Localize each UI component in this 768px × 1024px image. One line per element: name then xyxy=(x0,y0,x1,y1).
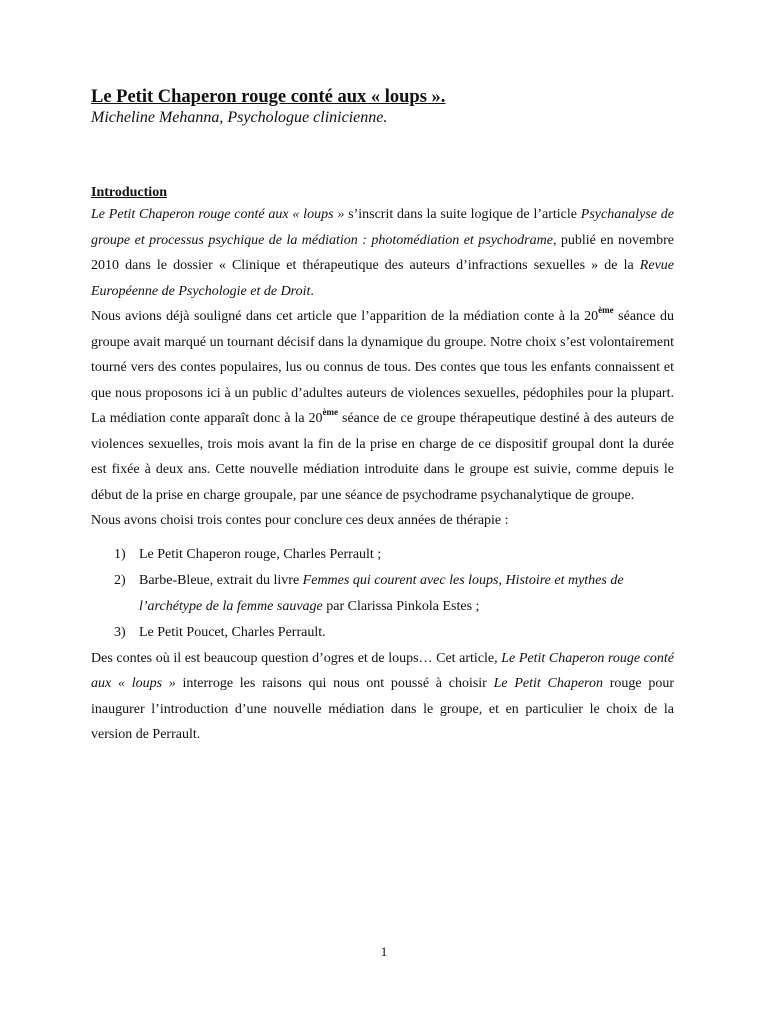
tales-list xyxy=(91,542,674,646)
paragraph-1-text-c: . xyxy=(310,283,314,299)
list-item-text: Le Petit Chaperon rouge, Charles Perrault ; xyxy=(139,546,382,562)
list-item xyxy=(114,620,674,646)
document-title: Le Petit Chaperon rouge conté aux « loups ». xyxy=(91,87,446,107)
paragraph-4 xyxy=(91,646,674,748)
list-item-text: Le Petit Poucet, Charles Perrault. xyxy=(139,624,326,640)
paragraph-2 xyxy=(91,304,674,508)
ordinal-superscript: ème xyxy=(322,407,339,417)
journal-title-italic: Revue Européenne de Psychologie et de Droit xyxy=(91,258,674,299)
list-item-number: 1) xyxy=(114,546,126,562)
list-item xyxy=(114,542,674,568)
paragraph-2-text-c: séance de ce groupe thérapeutique destiné à des auteurs de violences sexuelles, trois mois avant la fin de la prise en charge de ce dispositif groupal dont la durée est fixée à deux ans. Cette nouvelle médiation introduite dans le groupe est suivie, comme depuis le début de la prise en charge groupale, par une séance de psychodrame psychanalytique de groupe. xyxy=(91,411,674,503)
paragraph-1 xyxy=(91,202,674,304)
paragraph-3: Nous avons choisi trois contes pour conclure ces deux années de thérapie : xyxy=(91,513,509,528)
document-body xyxy=(91,86,674,748)
article-title-italic: Le Petit Chaperon rouge conté aux « loups » xyxy=(91,207,345,222)
tale-title-italic: Le Petit Chaperon xyxy=(493,676,603,691)
paragraph-4-text-b: interroge les raisons qui nous ont poussé à choisir xyxy=(175,676,494,691)
paragraph-4-text-c: rouge pour inaugurer l’introduction d’une nouvelle médiation dans le groupe, et en particulier le choix de la version de Perrault. xyxy=(91,676,675,742)
cited-article-italic: Psychanalyse de groupe et processus psychique de la médiation : photomédiation et psychodrame xyxy=(91,207,674,248)
list-item-number: 3) xyxy=(114,624,126,640)
list-item-number: 2) xyxy=(114,572,126,588)
list-item-text: Barbe-Bleue, extrait du livre xyxy=(139,572,303,588)
paragraph-2-text-a: Nous avions déjà souligné dans cet article que l’apparition de la médiation conte à la 20 xyxy=(91,309,599,324)
list-item xyxy=(114,568,674,620)
book-title-italic: Femmes qui courent avec les loups, Histoire et mythes de l’archétype de la femme sauvage xyxy=(139,572,624,614)
ordinal-superscript: ème xyxy=(598,305,614,315)
paragraph-4-text-a: Des contes où il est beaucoup question d’ogres et de loups… Cet article, xyxy=(91,650,502,666)
paragraph-2-text-b: séance du groupe avait marqué un tournant décisif dans la dynamique du groupe. Notre choix s’est volontairement tourné vers des contes populaires, lus ou connus de tous. Des contes que tous les enfants connaissent et que nous proposons ici à un public d’adultes auteurs de violences sexuelles, pédophiles pour la plupart. La médiation conte apparaît donc à la 20 xyxy=(91,309,674,426)
author-line: Micheline Mehanna, Psychologue clinicienne. xyxy=(91,109,388,126)
paragraph-1-text-b: , publié en novembre 2010 dans le dossier « Clinique et thérapeutique des auteurs d’infractions sexuelles » de la xyxy=(91,232,675,273)
paragraph-1-text-a: s’inscrit dans la suite logique de l’article xyxy=(344,207,581,222)
page-number: 1 xyxy=(380,944,388,959)
section-heading-introduction: Introduction xyxy=(91,185,167,200)
list-item-text-post: par Clarissa Pinkola Estes ; xyxy=(322,598,480,614)
article-title-italic: Le Petit Chaperon rouge conté aux « loups » xyxy=(91,650,675,691)
